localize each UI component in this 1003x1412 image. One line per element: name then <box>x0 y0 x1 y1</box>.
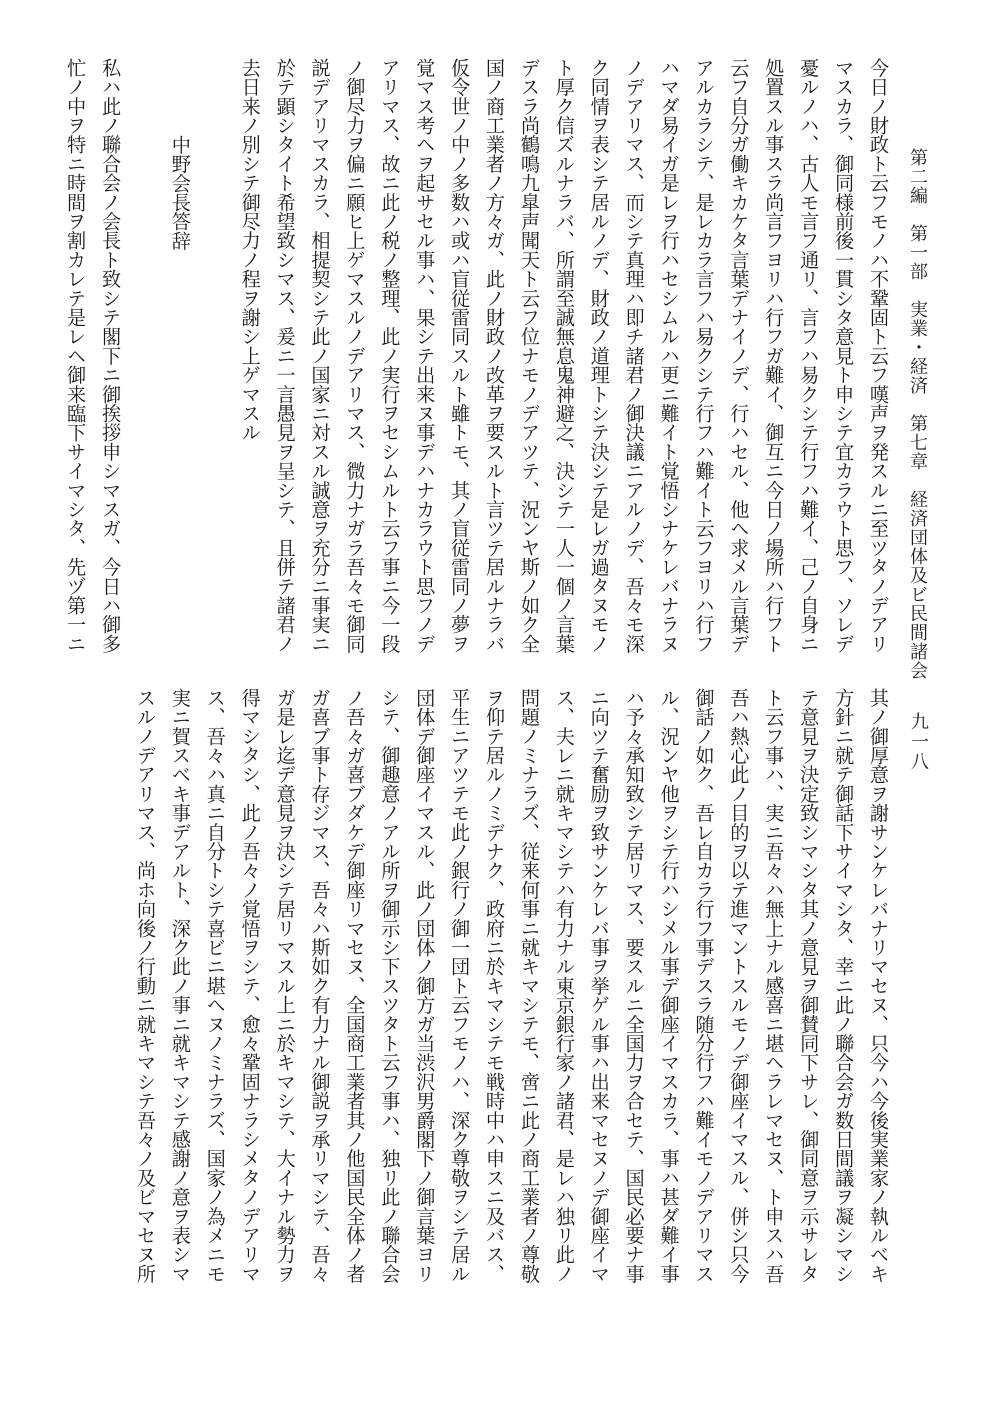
text-column: 団体デ御座イマスル、此ノ団体ノ御方ガ当渋沢男爵閣下ノ御言葉ヨリ <box>413 688 437 1284</box>
text-column: 吾ハ熱心此ノ目的ヲ以テ進マントスルモノデ御座イマスル、併シ只今 <box>727 688 751 1284</box>
text-column: 於テ顕シタイト希望致シマス、爰ニ一言愚見ヲ呈シテ、且併テ諸君ノ <box>273 58 297 654</box>
page-number: 九一八 <box>908 712 929 772</box>
text-column: 得マシタシ、此ノ吾々ノ覚悟ヲシテ、愈々鞏固ナラシメタノデアリマ <box>238 688 262 1284</box>
text-column: デスラ尚鶴鳴九皐声聞天ト云フ位ナモノデアツテ、況ンヤ斯ノ如ク全 <box>517 58 541 654</box>
text-column: ト云フ事ハ、実ニ吾々ハ無上ナル感喜ニ堪ヘラレマセヌ、ト申スハ吾 <box>762 688 786 1284</box>
text-column: ガ是レ迄デ意見ヲ決シテ居リマスル上ニ於キマシテ、大イナル勢力ヲ <box>273 688 297 1284</box>
text-column: 実ニ賀スベキ事デアルト、深ク此ノ事ニ就キマシテ感謝ノ意ヲ表シマ <box>168 688 192 1284</box>
text-column: 御話ノ如ク、吾レ自カラ行フ事デスラ随分行フハ難イモノデアリマス <box>692 688 716 1284</box>
text-column: ノデアリマス、而シテ真理ハ即チ諸君ノ御決議ニアルノデ、吾々モ深 <box>622 58 646 654</box>
text-column: ガ喜ブ事ト存ジマス、吾々ハ斯如ク有力ナル御説ヲ承リマシテ、吾々 <box>308 688 332 1284</box>
text-column: ヲ仰テ居ルノミデナク、政府ニ於キマシテモ戦時中ハ申スニ及バス、 <box>483 688 507 1284</box>
text-column: 処置スル事スラ尚言フヨリハ行フガ難イ、御互ニ今日ノ場所ハ行フト <box>762 58 786 654</box>
text-column: スルノデアリマス、尚ホ向後ノ行動ニ就キマシテ吾々ノ及ビマセヌ所 <box>133 688 157 1284</box>
text-column: 仮令世ノ中ノ多数ハ或ハ盲従雷同スルト雖トモ、其ノ盲従雷同ノ夢ヲ <box>448 58 472 654</box>
text-column: ハマダ易イガ是レヲ行ハセシムルハ更ニ難イト覚悟シナケレバナラヌ <box>657 58 681 654</box>
text-column: ス、夫レニ就キマシテハ有力ナル東京銀行家ノ諸君、是レハ独リ此ノ <box>552 688 576 1284</box>
text-column: 方針ニ就テ御話下サイマシタ、幸ニ此ノ聯合会ガ数日間議ヲ凝シマシ <box>832 688 856 1284</box>
text-column: ニ向ツテ奮励ヲ致サンケレバ事ヲ挙ゲル事ハ出来マセヌノデ御座イマ <box>587 688 611 1284</box>
text-column: ク同情ヲ表シテ居ルノデ、財政ノ道理トシテ決シテ是レガ過タヌモノ <box>587 58 611 654</box>
text-column: 国ノ商工業者ノ方々ガ、此ノ財政ノ改革ヲ要スルト言ツテ居ルナラバ <box>483 58 507 654</box>
text-column: ト厚ク信ズルナラバ、所謂至誠無息鬼神避之、決シテ一人一個ノ言葉 <box>552 58 576 654</box>
upper-text-block <box>64 58 895 668</box>
text-column: 云フ自分ガ働キカケタ言葉デナイノデ、行ハセル、他ヘ求メル言葉デ <box>727 58 751 654</box>
section-heading: 中野会長答辞 <box>168 134 192 250</box>
text-column: 今日ノ財政ト云フモノハ不鞏固ト云フ嘆声ヲ発スルニ至ツタノデアリ <box>867 58 890 654</box>
text-column: アルカラシテ、是レカラ言フハ易クシテ行フハ難イト云フヨリハ行フ <box>692 58 716 654</box>
running-head: 第二編 第一部 実業・経済 第七章 経済団体及ビ民間諸会 <box>907 148 928 680</box>
blank-column <box>127 58 162 668</box>
text-column: アリマス、故ニ此ノ税ノ整理、此ノ実行ヲセシムルト云フ事ニ今一段 <box>378 58 402 654</box>
text-column: 問題ノミナラズ、従来何事ニ就キマシテモ、啻ニ此ノ商工業者ノ尊敬 <box>517 688 541 1284</box>
text-column: 憂ルノハ、古人モ言フ通リ、言フハ易クシテ行フハ難イ、己ノ自身ニ <box>797 58 821 654</box>
text-column: マスカラ、御同様前後一貫シタ意見ト申シテ宜カラウト思フ、ソレデ <box>832 58 856 654</box>
text-column: ノ吾々ガ喜ブダケデ御座リマセヌ、全国商工業者其ノ他国民全体ノ者 <box>343 688 367 1284</box>
text-column: ル、況ンヤ他ヲシテ行ハシメル事デ御座イマスカラ、事ハ甚ダ難イ事 <box>657 688 681 1284</box>
text-column: ノ御尽力ヲ偏ニ願ヒ上ゲマスルノデアリマス、微力ナガラ吾々モ御同 <box>343 58 367 654</box>
text-column: 説デアリマスカラ、相提契シテ此ノ国家ニ対スル誠意ヲ充分ニ事実ニ <box>308 58 332 654</box>
text-column: 覚マス考ヘヲ起サセル事ハ、果シテ出来ヌ事デハナカラウト思フノデ <box>413 58 437 654</box>
text-column: 私ハ此ノ聯合会ノ会長ト致シテ閣下ニ御挨拶申シマスガ、今日ハ御多 <box>99 58 123 654</box>
text-column: 忙ノ中ヲ特ニ時間ヲ割カレテ是レヘ御来臨下サイマシタ、先ヅ第一ニ <box>64 58 88 654</box>
text-column: テ意見ヲ決定致シマシタ其ノ意見ヲ御賛同下サレ、御同意ヲ示サレタ <box>797 688 821 1284</box>
blank-column <box>197 58 232 668</box>
text-column: 平生ニアツテモ此ノ銀行ノ御一団ト云フモノハ、深ク尊敬ヲシテ居ル <box>448 688 472 1284</box>
text-column: 其ノ御厚意ヲ謝サンケレバナリマセヌ、只今ハ今後実業家ノ執ルベキ <box>867 688 890 1284</box>
text-column: ハ予々承知致シテ居リマス、要スルニ全国力ヲ合セテ、国民必要ナ事 <box>622 688 646 1284</box>
lower-text-block <box>75 688 895 1378</box>
text-column: 去日来ノ別シテ御尽力ノ程ヲ謝シ上ゲマスル <box>238 58 262 442</box>
text-column: ス、吾々ハ真ニ自分トシテ喜ビニ堪ヘヌノミナラズ、国家ノ為メニモ <box>203 688 227 1284</box>
text-column: シテ、御趣意ノアル所ヲ御示シ下スツタト云フ事ハ、独リ此ノ聯合会 <box>378 688 402 1284</box>
